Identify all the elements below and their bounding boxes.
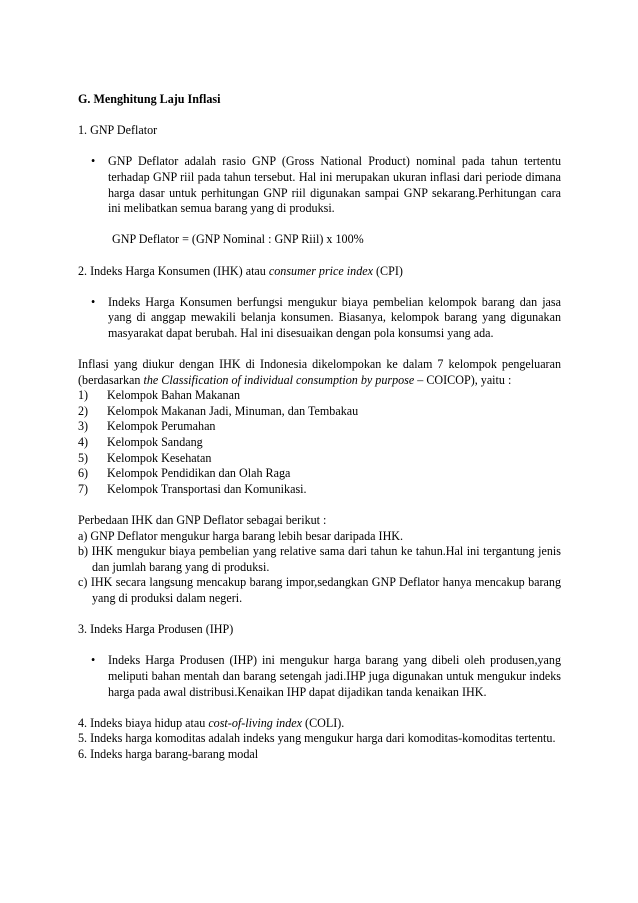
- bullet-icon: •: [91, 653, 96, 668]
- section-title: G. Menghitung Laju Inflasi: [78, 92, 221, 106]
- difference-item: c) IHK secara langsung mencakup barang impor,sedangkan GNP Deflator hanya mencakup barang yang di produksi dalam negeri.: [78, 575, 561, 605]
- list-item: 4) Kelompok Sandang: [78, 435, 203, 450]
- list-item: 5) Kelompok Kesehatan: [78, 450, 212, 465]
- capital-goods-index-heading: 6. Indeks harga barang-barang modal: [78, 746, 259, 761]
- difference-intro: Perbedaan IHK dan GNP Deflator sebagai berikut :: [78, 513, 327, 528]
- bullet-icon: •: [91, 154, 96, 169]
- difference-item: b) IHK mengukur biaya pembelian yang relative sama dari tahun ke tahun.Hal ini tergantung jenis dan jumlah barang yang di produksi.: [78, 544, 561, 574]
- list-item: 6) Kelompok Pendidikan dan Olah Raga: [78, 466, 291, 481]
- gnp-formula: GNP Deflator = (GNP Nominal : GNP Riil) x 100%: [112, 232, 364, 247]
- ihp-bullet: [78, 653, 561, 700]
- ihk-paragraph: Inflasi yang diukur dengan IHK di Indonesia dikelompokan ke dalam 7 kelompok pengeluaran (berdasarkan the Classification of individual consumption by purpose – COICOP), yaitu :: [78, 357, 561, 387]
- list-item: 2) Kelompok Makanan Jadi, Minuman, dan Tembakau: [78, 403, 359, 418]
- gnp-bullet-text: GNP Deflator adalah rasio GNP (Gross National Product) nominal pada tahun tertentu terhadap GNP riil pada tahun tersebut. Hal ini merupakan ukuran inflasi dari periode dimana harga dasar untuk perhitungan GNP riil digunakan sampai GNP sekarang.Perhitungan cara ini melibatkan semua barang yang di produksi.: [108, 154, 561, 216]
- ihk-heading: 2. Indeks Harga Konsumen (IHK) atau consumer price index (CPI): [78, 263, 403, 278]
- document-page: [78, 92, 561, 763]
- coli-heading: 4. Indeks biaya hidup atau cost-of-living index (COLI).: [78, 715, 345, 730]
- list-item: 3) Kelompok Perumahan: [78, 419, 216, 434]
- expenditure-groups-list: [78, 388, 561, 497]
- ihp-bullet-text: Indeks Harga Produsen (IHP) ini mengukur harga barang yang dibeli oleh produsen,yang meliputi bahan mentah dan barang setengah jadi.IHP juga digunakan untuk mengukur indeks harga pada awal distribusi.Kenaikan IHP dapat dijadikan tanda kenaikan IHK.: [108, 653, 561, 699]
- bullet-icon: •: [91, 294, 96, 309]
- ihk-bullet: [78, 295, 561, 342]
- difference-item: a) GNP Deflator mengukur harga barang lebih besar daripada IHK.: [78, 528, 404, 543]
- gnp-heading: 1. GNP Deflator: [78, 123, 158, 138]
- list-item: 7) Kelompok Transportasi dan Komunikasi.: [78, 481, 307, 496]
- ihk-bullet-text: Indeks Harga Konsumen berfungsi mengukur biaya pembelian kelompok barang dan jasa yang di anggap mewakili belanja konsumen. Biasanya, kelompok barang yang digunakan masyarakat dapat berubah. Hal ini disesuaikan dengan pola konsumsi yang ada.: [108, 294, 561, 340]
- commodity-index-heading: 5. Indeks harga komoditas adalah indeks yang mengukur harga dari komoditas-komoditas tertentu.: [78, 731, 556, 746]
- gnp-bullet: [78, 154, 561, 216]
- ihp-heading: 3. Indeks Harga Produsen (IHP): [78, 622, 234, 637]
- list-item: 1) Kelompok Bahan Makanan: [78, 388, 240, 403]
